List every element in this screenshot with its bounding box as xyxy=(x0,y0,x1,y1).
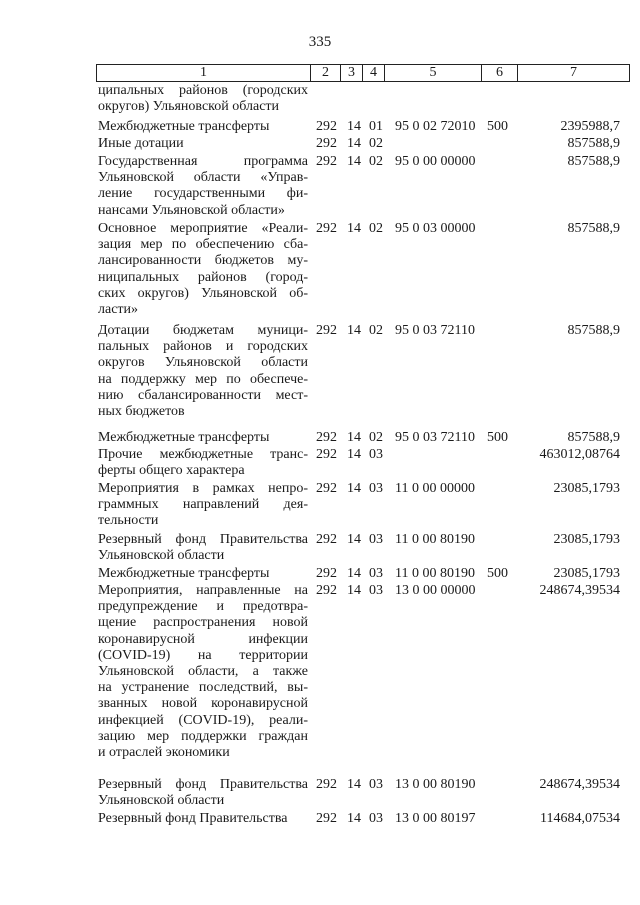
row-name-line: Ульяновской области «Управ- xyxy=(98,170,308,186)
row-admin-code: 292 xyxy=(316,532,337,547)
row-admin-code: 292 xyxy=(316,136,337,151)
row-subsection: 03 xyxy=(369,583,383,598)
row-admin-code: 292 xyxy=(316,430,337,445)
row-name xyxy=(98,583,308,761)
row-target-code: 95 0 03 72110 xyxy=(395,430,475,445)
row-subsection: 02 xyxy=(369,323,383,338)
row-name xyxy=(98,811,308,827)
row-name xyxy=(98,323,308,420)
row-admin-code: 292 xyxy=(316,777,337,792)
row-admin-code: 292 xyxy=(316,221,337,236)
row-name-line: граммных направлений дея- xyxy=(98,497,308,513)
row-target-code: 11 0 00 80190 xyxy=(395,532,475,547)
row-section: 14 xyxy=(347,154,361,169)
row-name-line: коронавирусной инфекции xyxy=(98,631,308,647)
row-name-line: Резервный фонд Правительства xyxy=(98,811,288,826)
row-name-line: предупреждение и предотвра- xyxy=(98,599,308,615)
row-section: 14 xyxy=(347,481,361,496)
page-number: 335 xyxy=(308,34,332,50)
row-section: 14 xyxy=(347,811,361,826)
row-name-line: Межбюджетные трансферты xyxy=(98,566,270,581)
header-col-5: 5 xyxy=(385,65,482,81)
row-target-code: 11 0 00 80190 xyxy=(395,566,475,581)
row-name-line: Мероприятия, направленные на xyxy=(98,583,308,598)
header-col-4: 4 xyxy=(363,65,385,81)
row-name-line: нансами Ульяновской области» xyxy=(98,202,285,218)
header-col-6: 6 xyxy=(482,65,518,81)
row-name xyxy=(98,119,308,135)
header-col-7: 7 xyxy=(570,65,577,80)
row-name-line: пальных районов и городских xyxy=(98,339,308,355)
row-name-line: Основное мероприятие «Реали- xyxy=(98,221,308,236)
row-name-line: лансированности бюджетов му- xyxy=(98,253,308,269)
row-name-line: тельности xyxy=(98,513,159,529)
row-name-line: округов Ульяновской области xyxy=(98,355,308,371)
row-sum: 2395988,7 xyxy=(560,119,620,134)
row-subsection: 03 xyxy=(369,481,383,496)
row-sum: 23085,1793 xyxy=(553,532,620,547)
table-header xyxy=(96,64,630,82)
row-target-code: 13 0 00 00000 xyxy=(395,583,476,598)
header-col-1: 1 xyxy=(97,65,311,81)
row-name xyxy=(98,221,308,318)
row-section: 14 xyxy=(347,532,361,547)
row-expense-type: 500 xyxy=(487,566,508,581)
row-name xyxy=(98,481,308,530)
row-name-line: и отраслей экономики xyxy=(98,745,230,761)
row-section: 14 xyxy=(347,136,361,151)
row-sum: 857588,9 xyxy=(567,136,620,151)
header-col-3: 3 xyxy=(341,65,363,81)
row-name-line: зацию мер поддержки граждан xyxy=(98,728,308,744)
row-name-line: Прочие межбюджетные транс- xyxy=(98,447,308,462)
row-sum: 23085,1793 xyxy=(553,566,620,581)
row-sum: 248674,39534 xyxy=(539,777,620,792)
row-sum: 857588,9 xyxy=(567,221,620,236)
row-name-line: на поддержку мер по обеспече- xyxy=(98,371,308,387)
row-subsection: 01 xyxy=(369,119,383,134)
row-name-line: ных бюджетов xyxy=(98,404,185,420)
row-subsection: 02 xyxy=(369,154,383,169)
row-subsection: 03 xyxy=(369,532,383,547)
row-name xyxy=(98,430,308,446)
row-sum: 857588,9 xyxy=(567,323,620,338)
row-sum: 23085,1793 xyxy=(553,481,620,496)
row-target-code: 95 0 00 00000 xyxy=(395,154,476,169)
row-name xyxy=(98,136,308,152)
row-sum: 857588,9 xyxy=(567,154,620,169)
row-name-line: Межбюджетные трансферты xyxy=(98,430,270,445)
row-target-code: 95 0 03 72110 xyxy=(395,323,475,338)
row-name-line: Межбюджетные трансферты xyxy=(98,119,270,134)
row-name-line: Мероприятия в рамках непро- xyxy=(98,481,308,496)
row-sum: 463012,08764 xyxy=(539,447,620,462)
row-name xyxy=(98,566,308,582)
row-name-line: ских округов) Ульяновской об- xyxy=(98,285,308,301)
row-name-line: (COVID-19) на территории xyxy=(98,647,308,663)
row-target-code: 13 0 00 80197 xyxy=(395,811,476,826)
row-name-line: Иные дотации xyxy=(98,136,184,151)
row-name-line: Ульяновской области, а также xyxy=(98,664,308,680)
row-section: 14 xyxy=(347,119,361,134)
row-target-code: 95 0 02 72010 xyxy=(395,119,476,134)
row-subsection: 02 xyxy=(369,136,383,151)
row-name-line: ципальных районов (городских xyxy=(98,83,308,98)
row-subsection: 03 xyxy=(369,811,383,826)
row-name-line: Государственная программа xyxy=(98,154,308,169)
row-name-line: ниципальных районов (город- xyxy=(98,269,308,285)
row-name-line: Ульяновской области xyxy=(98,793,225,809)
row-expense-type: 500 xyxy=(487,430,508,445)
row-name-line: щение распространения новой xyxy=(98,615,308,631)
row-admin-code: 292 xyxy=(316,583,337,598)
row-subsection: 02 xyxy=(369,221,383,236)
row-section: 14 xyxy=(347,447,361,462)
row-name-line: инфекцией (COVID-19), реали- xyxy=(98,712,308,728)
row-name-line: званных новой коронавирусной xyxy=(98,696,308,712)
row-admin-code: 292 xyxy=(316,154,337,169)
row-name-line: ласти» xyxy=(98,302,139,318)
row-name-line: ферты общего характера xyxy=(98,463,245,479)
row-name-line: Резервный фонд Правительства xyxy=(98,777,308,792)
row-name-line: Ульяновской области xyxy=(98,548,225,564)
row-target-code: 13 0 00 80190 xyxy=(395,777,476,792)
row-name xyxy=(98,777,308,809)
row-admin-code: 292 xyxy=(316,323,337,338)
row-target-code: 11 0 00 00000 xyxy=(395,481,475,496)
row-section: 14 xyxy=(347,430,361,445)
header-col-2: 2 xyxy=(311,65,341,81)
row-name xyxy=(98,154,308,219)
row-admin-code: 292 xyxy=(316,481,337,496)
row-name-line: Резервный фонд Правительства xyxy=(98,532,308,547)
row-admin-code: 292 xyxy=(316,566,337,581)
row-section: 14 xyxy=(347,221,361,236)
row-name xyxy=(98,83,308,115)
row-name xyxy=(98,447,308,479)
row-section: 14 xyxy=(347,566,361,581)
row-admin-code: 292 xyxy=(316,811,337,826)
row-name-line: округов) Ульяновской области xyxy=(98,99,280,115)
row-name xyxy=(98,532,308,564)
row-name-line: Дотации бюджетам муници- xyxy=(98,323,308,338)
row-admin-code: 292 xyxy=(316,119,337,134)
row-target-code: 95 0 03 00000 xyxy=(395,221,476,236)
row-subsection: 03 xyxy=(369,777,383,792)
row-name-line: нию сбалансированности мест- xyxy=(98,387,308,403)
row-name-line: зация мер по обеспечению сба- xyxy=(98,237,308,253)
row-admin-code: 292 xyxy=(316,447,337,462)
row-name-line: ление государственными фи- xyxy=(98,186,308,202)
row-expense-type: 500 xyxy=(487,119,508,134)
row-section: 14 xyxy=(347,583,361,598)
row-section: 14 xyxy=(347,323,361,338)
row-sum: 857588,9 xyxy=(567,430,620,445)
row-sum: 114684,07534 xyxy=(540,811,620,826)
row-subsection: 02 xyxy=(369,430,383,445)
row-sum: 248674,39534 xyxy=(539,583,620,598)
row-subsection: 03 xyxy=(369,566,383,581)
row-subsection: 03 xyxy=(369,447,383,462)
row-section: 14 xyxy=(347,777,361,792)
row-name-line: на устранение последствий, вы- xyxy=(98,680,308,696)
